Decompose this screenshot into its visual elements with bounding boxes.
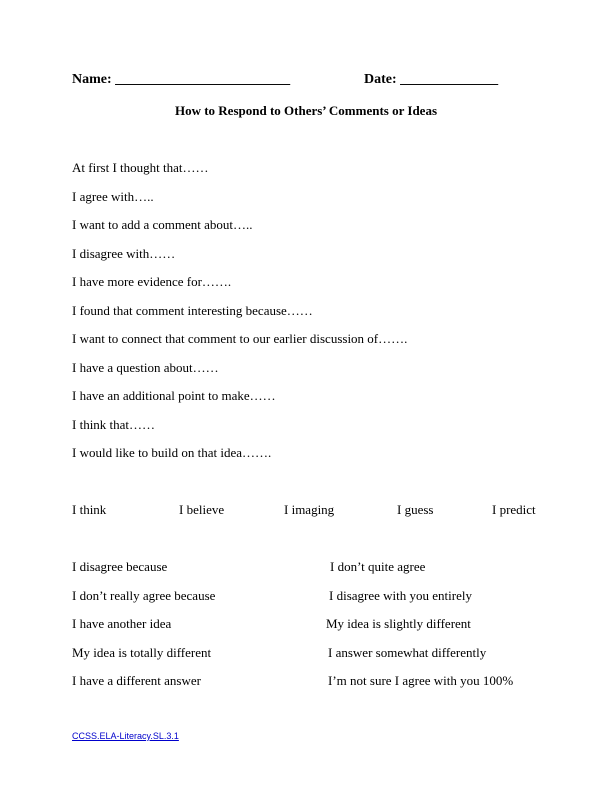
phrase-item: I answer somewhat differently [328, 645, 487, 660]
list-item: I have more evidence for……. [72, 274, 232, 289]
phrase-item: I don’t quite agree [330, 559, 426, 574]
list-item: I want to add a comment about….. [72, 217, 253, 232]
phrase-item: I disagree because [72, 559, 168, 574]
starter-item: I think [72, 502, 107, 517]
list-item: I have a question about…… [72, 360, 219, 375]
list-item: I want to connect that comment to our earlier discussion of……. [72, 331, 408, 346]
standard-link[interactable]: CCSS.ELA-Literacy.SL.3.1 [72, 731, 179, 741]
phrase-item: My idea is slightly different [326, 616, 471, 631]
starter-item: I guess [397, 502, 434, 517]
starter-item: I imaging [284, 502, 335, 517]
phrase-item: I’m not sure I agree with you 100% [328, 673, 514, 688]
starter-item: I predict [492, 502, 536, 517]
name-field-label: Name: _________________________ [72, 72, 291, 87]
phrase-item: My idea is totally different [72, 645, 212, 660]
phrase-item: I don’t really agree because [72, 588, 216, 603]
list-item: I found that comment interesting because…… [72, 303, 313, 318]
list-item: I agree with….. [72, 189, 154, 204]
phrase-item: I have another idea [72, 616, 172, 631]
list-item: I disagree with…… [72, 246, 176, 261]
starter-item: I believe [179, 502, 225, 517]
phrase-item: I have a different answer [72, 673, 201, 688]
date-field-label: Date: ______________ [364, 72, 499, 87]
list-item: I think that…… [72, 417, 156, 432]
list-item: At first I thought that…… [72, 160, 209, 175]
page-title: How to Respond to Others’ Comments or Ideas [174, 103, 438, 118]
list-item: I have an additional point to make…… [72, 388, 276, 403]
phrase-item: I disagree with you entirely [329, 588, 472, 603]
list-item: I would like to build on that idea……. [72, 445, 272, 460]
